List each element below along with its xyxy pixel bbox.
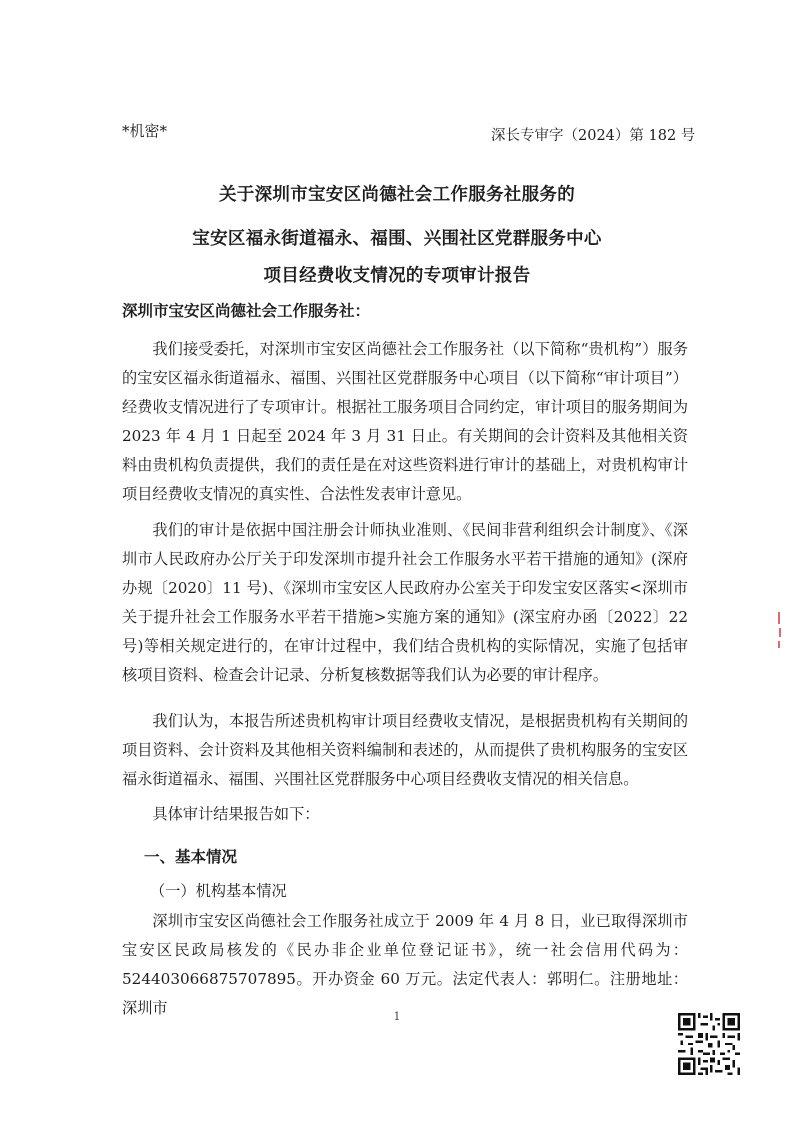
- paragraph-org-details: 深圳市宝安区尚德社会工作服务社成立于 2009 年 4 月 8 日，业已取得深圳市宝安区民政局核发的《民办非企业单位登记证书》，统一社会信用代码为：524403066875707895。开办资金 60 万元。法定代表人：郭明仁。注册地址：深圳市: [122, 912, 688, 1017]
- addressee: 深圳市宝安区尚德社会工作服务社：: [122, 302, 371, 320]
- paragraph-intro-results: 具体审计结果报告如下：: [152, 805, 320, 823]
- paragraph-basis: 我们的审计是依据中国注册会计师执业准则、《民间非营利组织会计制度》、《深圳市人民政府办公厅关于印发深圳市提升社会工作服务水平若干措施的通知》(深府办规〔2020〕11 号)、《深圳市宝安区人民政府办公室关于印发宝安区落实<深圳市关于提升社会工作服务水平若干措施>实施方案的通知》(深宝府办函〔2022〕22 号)等相关规定进行的，在审计过程中，我们结合贵机构的实际情况，实施了包括审核项目资料、检查会计记录、分析复核数据等我们认为必要的审计程序。: [122, 521, 688, 684]
- report-title-line-1: 关于深圳市宝安区尚德社会工作服务社服务的: [219, 185, 575, 205]
- page-number: 1: [393, 1010, 401, 1023]
- stamp-edge-mark: [777, 610, 783, 650]
- report-title-line-3: 项目经费收支情况的专项审计报告: [263, 266, 531, 286]
- paragraph-engagement: 我们接受委托，对深圳市宝安区尚德社会工作服务社（以下简称“贵机构”）服务的宝安区福永街道福永、福围、兴围社区党群服务中心项目（以下简称“审计项目”）经费收支情况进行了专项审计。根据社工服务项目合同约定，审计项目的服务期间为 2023 年 4 月 1 日起至 2024 年 3 月 31 日止。有关期间的会计资料及其他相关资料由贵机构负责提供，我们的责任是在对这些资料进行审计的基础上，对贵机构审计项目经费收支情况的真实性、合法性发表审计意见。: [122, 340, 688, 503]
- confidential-label: *机密*: [122, 122, 168, 140]
- qr-code-icon: [678, 1013, 740, 1075]
- paragraph-opinion: 我们认为，本报告所述贵机构审计项目经费收支情况，是根据贵机构有关期间的项目资料、会计资料及其他相关资料编制和表述的，从而提供了贵机构服务的宝安区福永街道福永、福围、兴围社区党群服务中心项目经费收支情况的相关信息。: [122, 712, 688, 788]
- report-title-line-2: 宝安区福永街道福永、福围、兴围社区党群服务中心: [192, 229, 602, 249]
- document-number: 深长专审字（2024）第 182 号: [491, 128, 696, 144]
- subsection-heading-org-info: （一）机构基本情况: [150, 882, 287, 900]
- section-heading-basic-info: 一、基本情况: [144, 848, 238, 866]
